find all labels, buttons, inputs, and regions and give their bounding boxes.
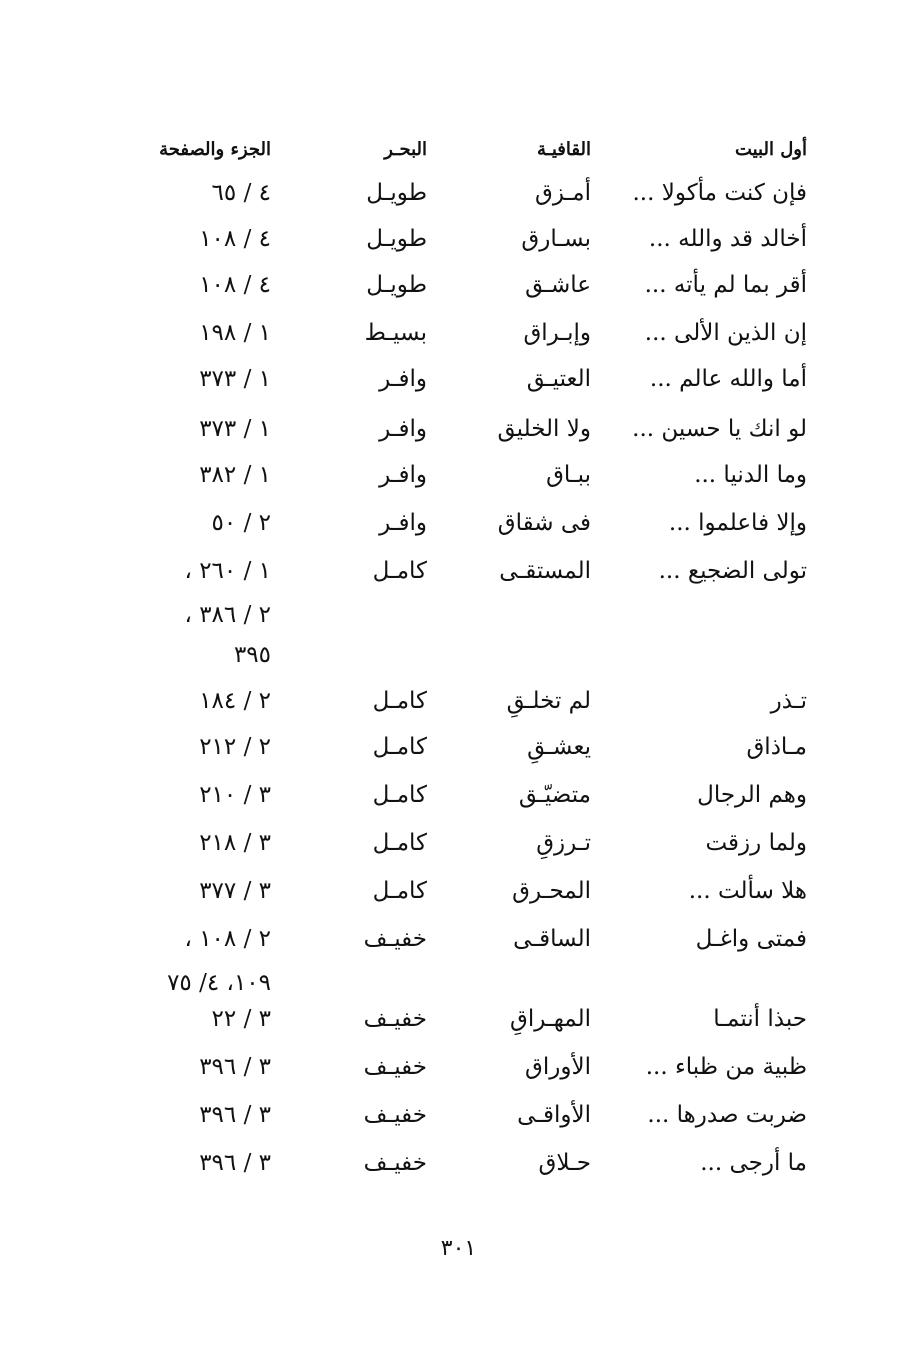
rhyme: الأواقـى (517, 1102, 591, 1128)
header-meter: البحـر (384, 139, 427, 160)
verse-start: ضربت صدرها ... (647, 1102, 807, 1128)
meter: طويـل (366, 180, 427, 206)
volume-page: ٤ / ١٠٨ (199, 226, 271, 252)
volume-page: ٤ / ٦٥ (211, 180, 271, 206)
page-number: ٣٠١ (440, 1236, 477, 1261)
table-row (0, 820, 917, 866)
volume-page: ١ / ٢٦٠ ، (184, 558, 271, 584)
volume-page: ٢ / ١٠٨ ، (184, 926, 271, 952)
volume-page: ١ / ٣٧٣ (199, 416, 271, 442)
table-row (0, 916, 917, 996)
table-row (0, 406, 917, 452)
rhyme: بسـارق (521, 226, 591, 252)
verse-start: إن الذين الألى ... (644, 320, 807, 346)
volume-page-continued: ١٠٩، ٤/ ٧٥ (167, 970, 271, 996)
rhyme: المستقـى (499, 558, 591, 584)
meter: كامـل (372, 734, 427, 760)
volume-page: ٣ / ٣٧٧ (199, 878, 271, 904)
verse-start: وما الدنيا ... (694, 462, 807, 488)
table-row (0, 548, 917, 668)
meter: كامـل (372, 688, 427, 714)
meter: كامـل (372, 558, 427, 584)
verse-start: لو انك يا حسين ... (632, 416, 807, 442)
header-ref: الجزء والصفحة (159, 139, 271, 160)
meter: خفيـف (363, 926, 427, 952)
meter: وافـر (379, 366, 427, 392)
table-row (0, 1140, 917, 1186)
rhyme: تـرزقِ (536, 830, 591, 856)
rhyme: ببـاق (546, 462, 591, 488)
verse-start: وهم الرجال (697, 782, 807, 808)
volume-page: ٢ / ١٨٤ (199, 688, 271, 714)
meter: خفيـف (363, 1150, 427, 1176)
rhyme: لم تخلـقِ (506, 688, 591, 714)
rhyme: أمـزق (535, 180, 591, 206)
table-row (0, 1044, 917, 1090)
volume-page: ٣ / ٢١٠ (199, 782, 271, 808)
volume-page: ٣ / ٣٩٦ (199, 1054, 271, 1080)
table-row (0, 170, 917, 216)
volume-page: ١ / ٣٧٣ (199, 366, 271, 392)
volume-page-continued: ٣٩٥ (233, 642, 271, 668)
rhyme: متضيّـق (518, 782, 591, 808)
volume-page: ١ / ٣٨٢ (199, 462, 271, 488)
table-row (0, 216, 917, 262)
meter: خفيـف (363, 1102, 427, 1128)
rhyme: ولا الخليق (497, 416, 591, 442)
table-row (0, 772, 917, 818)
volume-page: ٣ / ٢٢ (211, 1006, 271, 1032)
table-row (0, 310, 917, 356)
rhyme: وإبـراق (523, 320, 591, 346)
verse-start: فإن كنت مأكولا ... (632, 180, 807, 206)
table-row (0, 996, 917, 1042)
table-row (0, 356, 917, 402)
table-row (0, 262, 917, 308)
volume-page: ٣ / ٣٩٦ (199, 1102, 271, 1128)
verse-start: تـذر (770, 688, 807, 714)
verse-start: أخالد قد والله ... (648, 226, 807, 252)
volume-page: ٢ / ٢١٢ (199, 734, 271, 760)
verse-start: ولما رزقت (705, 830, 807, 856)
verse-start: مـاذاق (746, 734, 807, 760)
rhyme: حـلاق (538, 1150, 591, 1176)
meter: وافـر (379, 416, 427, 442)
meter: كامـل (372, 878, 427, 904)
table-row (0, 1092, 917, 1138)
table-row (0, 500, 917, 546)
table-row (0, 678, 917, 724)
meter: خفيـف (363, 1054, 427, 1080)
meter: خفيـف (363, 1006, 427, 1032)
verse-start: هلا سألت ... (688, 878, 807, 904)
header-verse: أول البيت (734, 139, 807, 160)
table-row (0, 868, 917, 914)
verse-start: ما أرجى ... (700, 1150, 807, 1176)
verse-start: حبذا أنتمـا (713, 1006, 807, 1032)
verse-start: فمتى واغـل (695, 926, 807, 952)
meter: طويـل (366, 226, 427, 252)
meter: كامـل (372, 782, 427, 808)
meter: وافـر (379, 462, 427, 488)
table-row (0, 724, 917, 770)
meter: بسيـط (364, 320, 427, 346)
volume-page: ٤ / ١٠٨ (199, 272, 271, 298)
volume-page: ١ / ١٩٨ (199, 320, 271, 346)
rhyme: الساقـى (513, 926, 591, 952)
rhyme: يعشـقِ (527, 734, 591, 760)
verse-start: وإلا فاعلموا ... (668, 510, 807, 536)
rhyme: الأوراق (525, 1054, 591, 1080)
volume-page: ٣ / ٢١٨ (199, 830, 271, 856)
meter: طويـل (366, 272, 427, 298)
rhyme: عاشـق (525, 272, 591, 298)
volume-page-continued: ٢ / ٣٨٦ ، (184, 602, 271, 628)
table-row (0, 452, 917, 498)
verse-start: أما والله عالم ... (649, 366, 807, 392)
header-rhyme: القافيـة (536, 139, 591, 160)
rhyme: المهـراقِ (510, 1006, 591, 1032)
meter: وافـر (379, 510, 427, 536)
verse-start: أقر بما لم يأته ... (644, 272, 807, 298)
volume-page: ٣ / ٣٩٦ (199, 1150, 271, 1176)
volume-page: ٢ / ٥٠ (211, 510, 271, 536)
rhyme: العتيـق (526, 366, 591, 392)
rhyme: فى شقاق (497, 510, 591, 536)
rhyme: المحـرق (512, 878, 591, 904)
verse-start: ظبية من ظباء ... (645, 1054, 807, 1080)
meter: كامـل (372, 830, 427, 856)
verse-start: تولى الضجيع ... (658, 558, 807, 584)
